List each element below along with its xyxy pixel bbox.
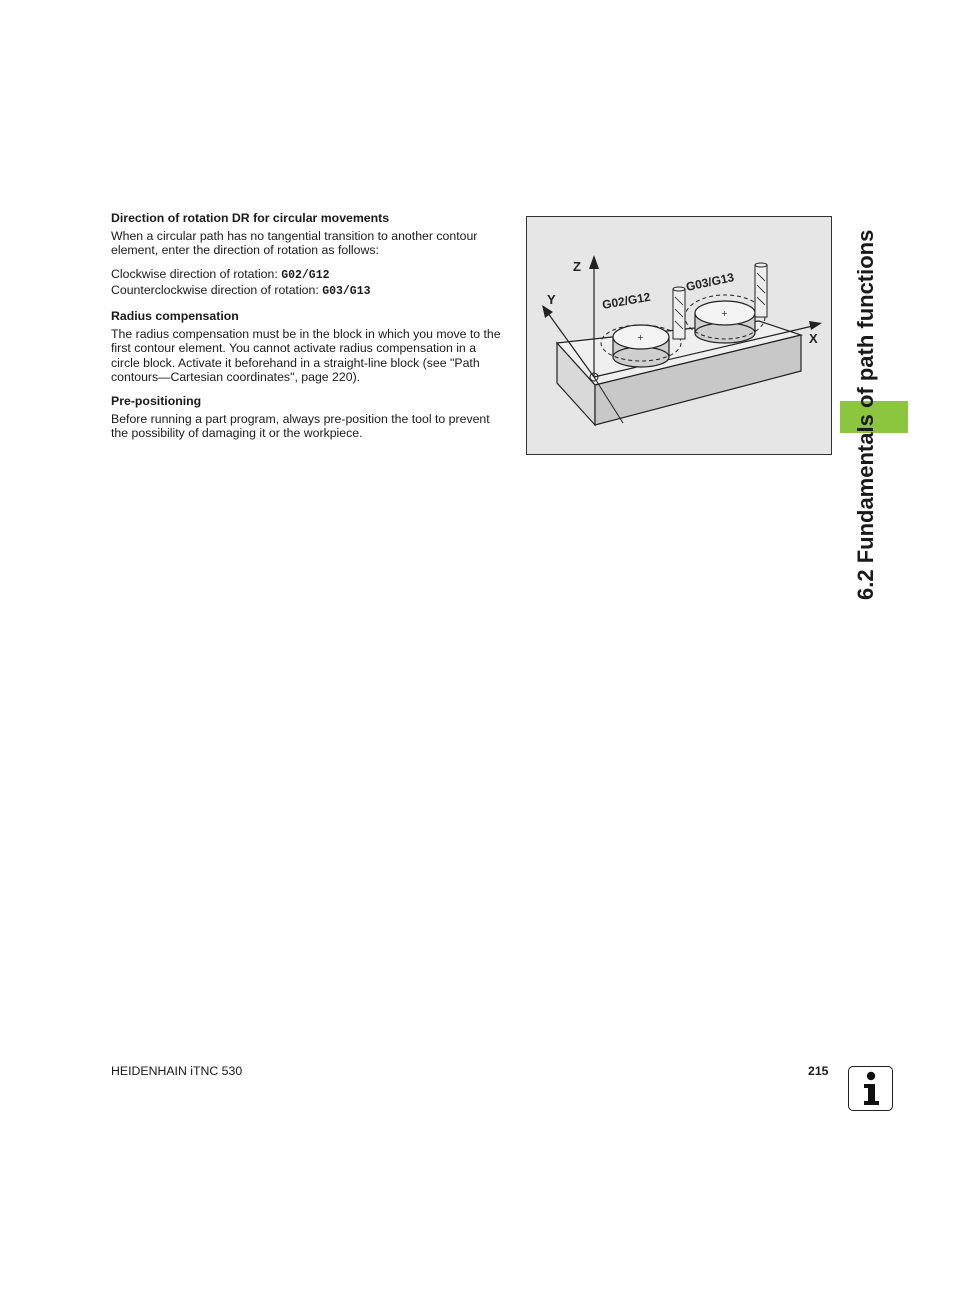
rotation-codes [111, 267, 507, 300]
main-text-column [111, 211, 507, 450]
left-tool [673, 289, 685, 339]
axis-label-y: Y [547, 292, 556, 307]
chapter-side-title: 6.2 Fundamentals of path functions [853, 229, 878, 600]
svg-text:+: + [637, 333, 644, 342]
x-axis-arrow [809, 321, 822, 330]
section-heading-rotation: Direction of rotation DR for circular movements [111, 211, 390, 225]
right-tool [755, 265, 767, 317]
figure-illustration [527, 217, 831, 454]
footer-product: HEIDENHAIN iTNC 530 [111, 1064, 243, 1078]
axis-label-x: X [809, 331, 818, 346]
ccw-code: G03/G13 [322, 285, 371, 299]
section-heading-radius: Radius compensation [111, 308, 239, 323]
section-paragraph-rotation: When a circular path has no tangential transition to another contour element, enter the direction of rotation as follows: [111, 228, 478, 258]
left-cylinder-bottom [613, 347, 669, 367]
label-ccw-code: G03/G13 [684, 270, 736, 294]
section-heading-prepositioning: Pre-positioning [111, 393, 202, 408]
section-paragraph-radius: The radius compensation must be in the block in which you move to the first contour element. You cannot activate radius compensation in a circle block. Activate it beforehand in a straight-line block (see "Path contours—Cartesian coordinates", page 220). [111, 326, 501, 385]
z-axis-arrow [589, 255, 599, 269]
cw-code: G02/G12 [281, 268, 330, 282]
info-glyph [856, 1071, 886, 1107]
cw-label: Clockwise direction of rotation: [111, 266, 282, 281]
axis-label-z: Z [573, 259, 581, 274]
svg-text:+: + [721, 309, 728, 318]
section-paragraph-prepositioning: Before running a part program, always pre-position the tool to prevent the possibility of damaging it or the workpiece. [111, 411, 490, 441]
info-icon [848, 1066, 893, 1111]
footer-page-number: 215 [808, 1064, 829, 1078]
label-cw-code: G02/G12 [601, 289, 652, 312]
ccw-label: Counterclockwise direction of rotation: [111, 283, 323, 298]
right-cylinder-bottom [695, 323, 755, 343]
rotation-direction-figure [526, 216, 832, 455]
